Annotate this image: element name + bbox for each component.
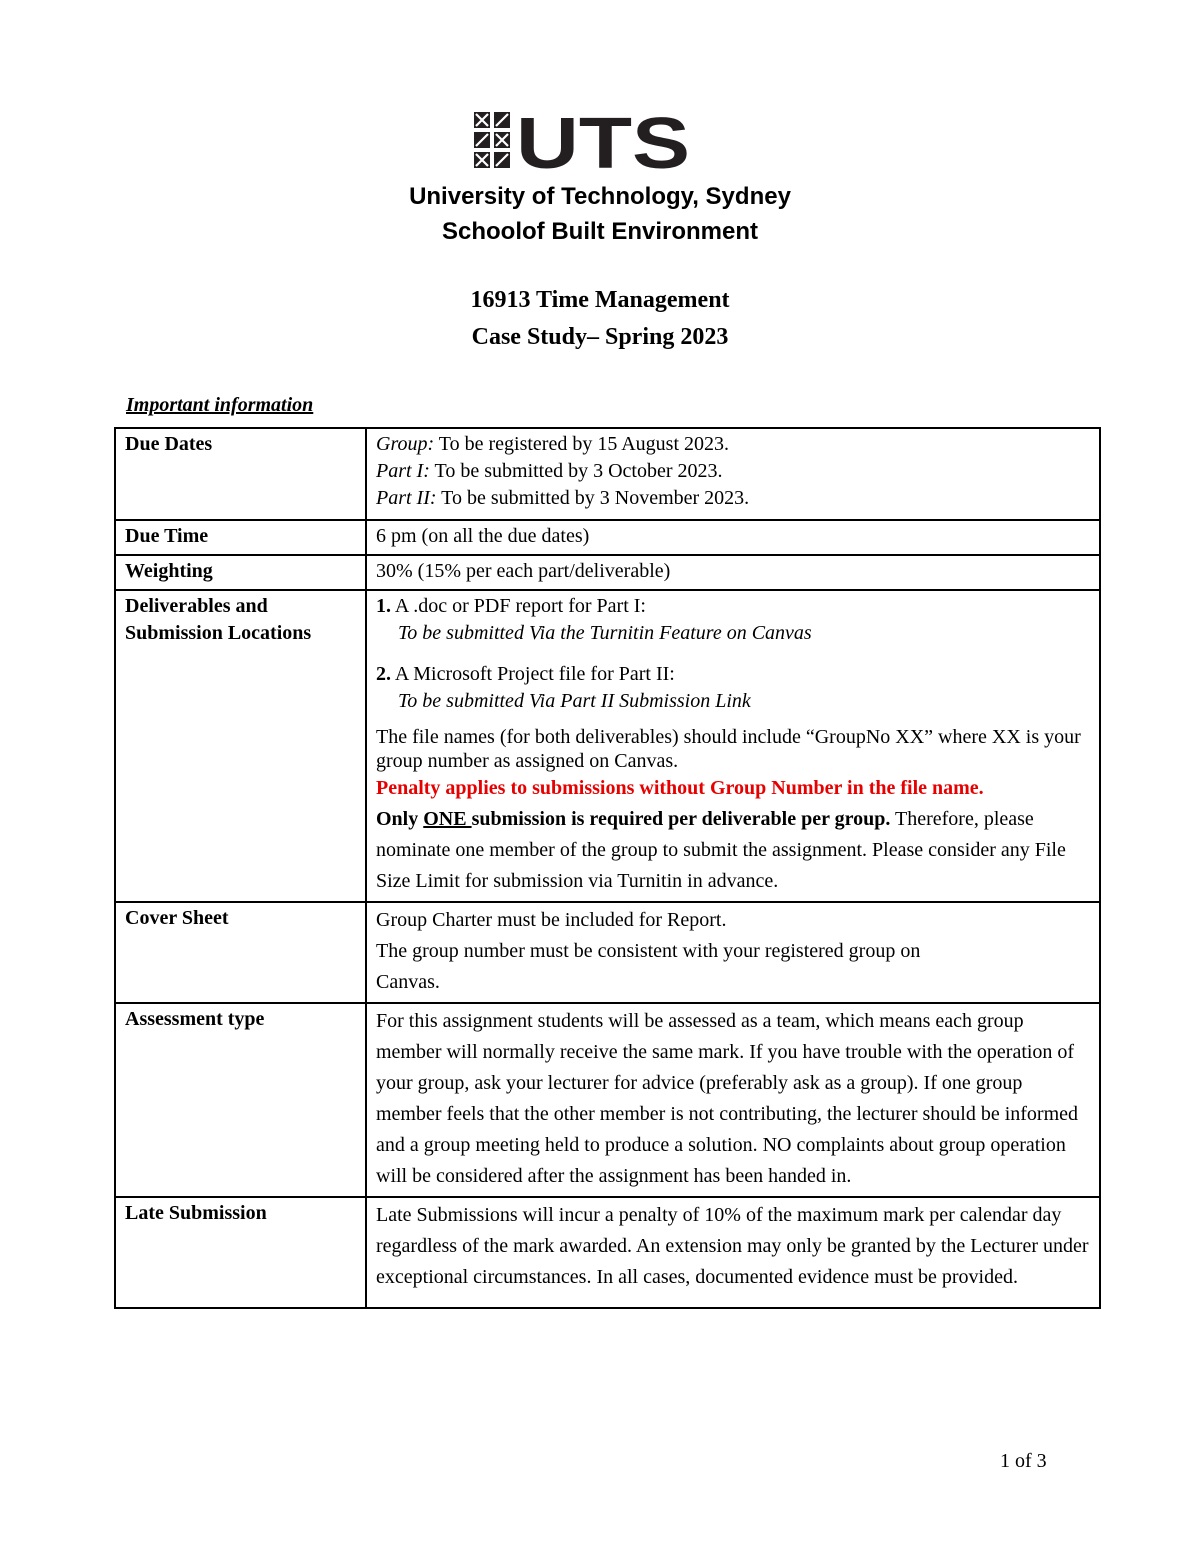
due-date-text: To be submitted by 3 October 2023. — [429, 460, 723, 482]
due-date-prefix: Part II: — [376, 487, 437, 509]
deliverables-label: Deliverables and Submission Locations — [115, 590, 366, 902]
due-dates-value — [366, 428, 1100, 520]
page-number: 1 of 3 — [1000, 1450, 1047, 1472]
due-date-prefix: Part I: — [376, 460, 430, 482]
submission-note-text: Therefore, please nominate one member of the group to submit the assignment. Please consider any File Size Limit for submission via Turnitin in advance. — [376, 808, 1066, 892]
uts-logo-mark — [472, 110, 692, 172]
due-date-text: To be registered by 15 August 2023. — [434, 433, 730, 455]
due-date-line — [376, 431, 1091, 458]
late-submission-label: Late Submission — [115, 1197, 366, 1308]
important-info-table — [114, 427, 1101, 1309]
deliverable-item-1-location: To be submitted Via the Turnitin Feature on Canvas — [398, 622, 812, 644]
due-date-line — [376, 485, 1091, 512]
assessment-title: Case Study– Spring 2023 — [471, 324, 729, 350]
deliverable-item-2 — [376, 661, 1091, 688]
table-row-due-dates — [115, 428, 1100, 520]
submission-note-bold: Only — [376, 808, 424, 830]
deliverable-text: A .doc or PDF report for Part I: — [391, 595, 646, 617]
due-date-prefix: Group: — [376, 433, 435, 455]
table-row-cover-sheet — [115, 902, 1100, 1003]
due-date-text: To be submitted by 3 November 2023. — [436, 487, 750, 509]
course-title: 16913 Time Management — [470, 287, 730, 313]
table-row-assessment-type — [115, 1003, 1100, 1197]
submission-note-bold-rest: submission is required per deliverable per group. — [471, 808, 891, 830]
deliverable-item-2-location: To be submitted Via Part II Submission Link — [398, 690, 751, 712]
school-name: Schoolof Built Environment — [442, 218, 758, 245]
deliverable-item-1 — [376, 593, 1091, 620]
deliverable-number: 2. — [376, 663, 391, 685]
deliverable-number: 1. — [376, 595, 391, 617]
late-submission-value: Late Submissions will incur a penalty of 10% of the maximum mark per calendar day regardless of the mark awarded. An extension may only be granted by the Lecturer under exceptional circumstances. In all cases, documented evidence must be provided. — [366, 1197, 1100, 1308]
university-name: University of Technology, Sydney — [409, 183, 791, 210]
submission-note-emphasis: ONE — [423, 808, 472, 830]
deliverables-value — [366, 590, 1100, 902]
submission-note — [376, 804, 1091, 897]
logo-text: UTS — [516, 110, 690, 172]
assessment-type-label: Assessment type — [115, 1003, 366, 1197]
weighting-label: Weighting — [115, 555, 366, 590]
table-row-deliverables — [115, 590, 1100, 902]
table-row-late-submission — [115, 1197, 1100, 1308]
file-names-note: The file names (for both deliverables) should include “GroupNo XX” where XX is your group number as assigned on Canvas. — [376, 726, 1081, 772]
due-dates-label: Due Dates — [115, 428, 366, 520]
penalty-warning: Penalty applies to submissions without Group Number in the file name. — [376, 777, 984, 799]
table-row-due-time — [115, 520, 1100, 555]
due-date-line — [376, 458, 1091, 485]
due-time-value: 6 pm (on all the due dates) — [366, 520, 1100, 555]
due-time-label: Due Time — [115, 520, 366, 555]
table-row-weighting — [115, 555, 1100, 590]
cover-sheet-line-1: Group Charter must be included for Report. — [376, 909, 727, 931]
cover-sheet-label: Cover Sheet — [115, 902, 366, 1003]
deliverable-text: A Microsoft Project file for Part II: — [391, 663, 675, 685]
weighting-value: 30% (15% per each part/deliverable) — [366, 555, 1100, 590]
cover-sheet-value — [366, 902, 1100, 1003]
cover-sheet-line-2: The group number must be consistent with your registered group on Canvas. — [376, 940, 921, 993]
assessment-type-value: For this assignment students will be assessed as a team, which means each group member will normally receive the same mark. If you have trouble with the operation of your group, ask your lecturer for advice (preferably ask as a group). If one group member feels that the other member is not contributing, the lecturer should be informed and a group meeting held to produce a solution. NO complaints about group operation will be considered after the assignment has been handed in. — [366, 1003, 1100, 1197]
section-heading: Important information — [126, 394, 314, 416]
uts-logo — [472, 110, 692, 172]
